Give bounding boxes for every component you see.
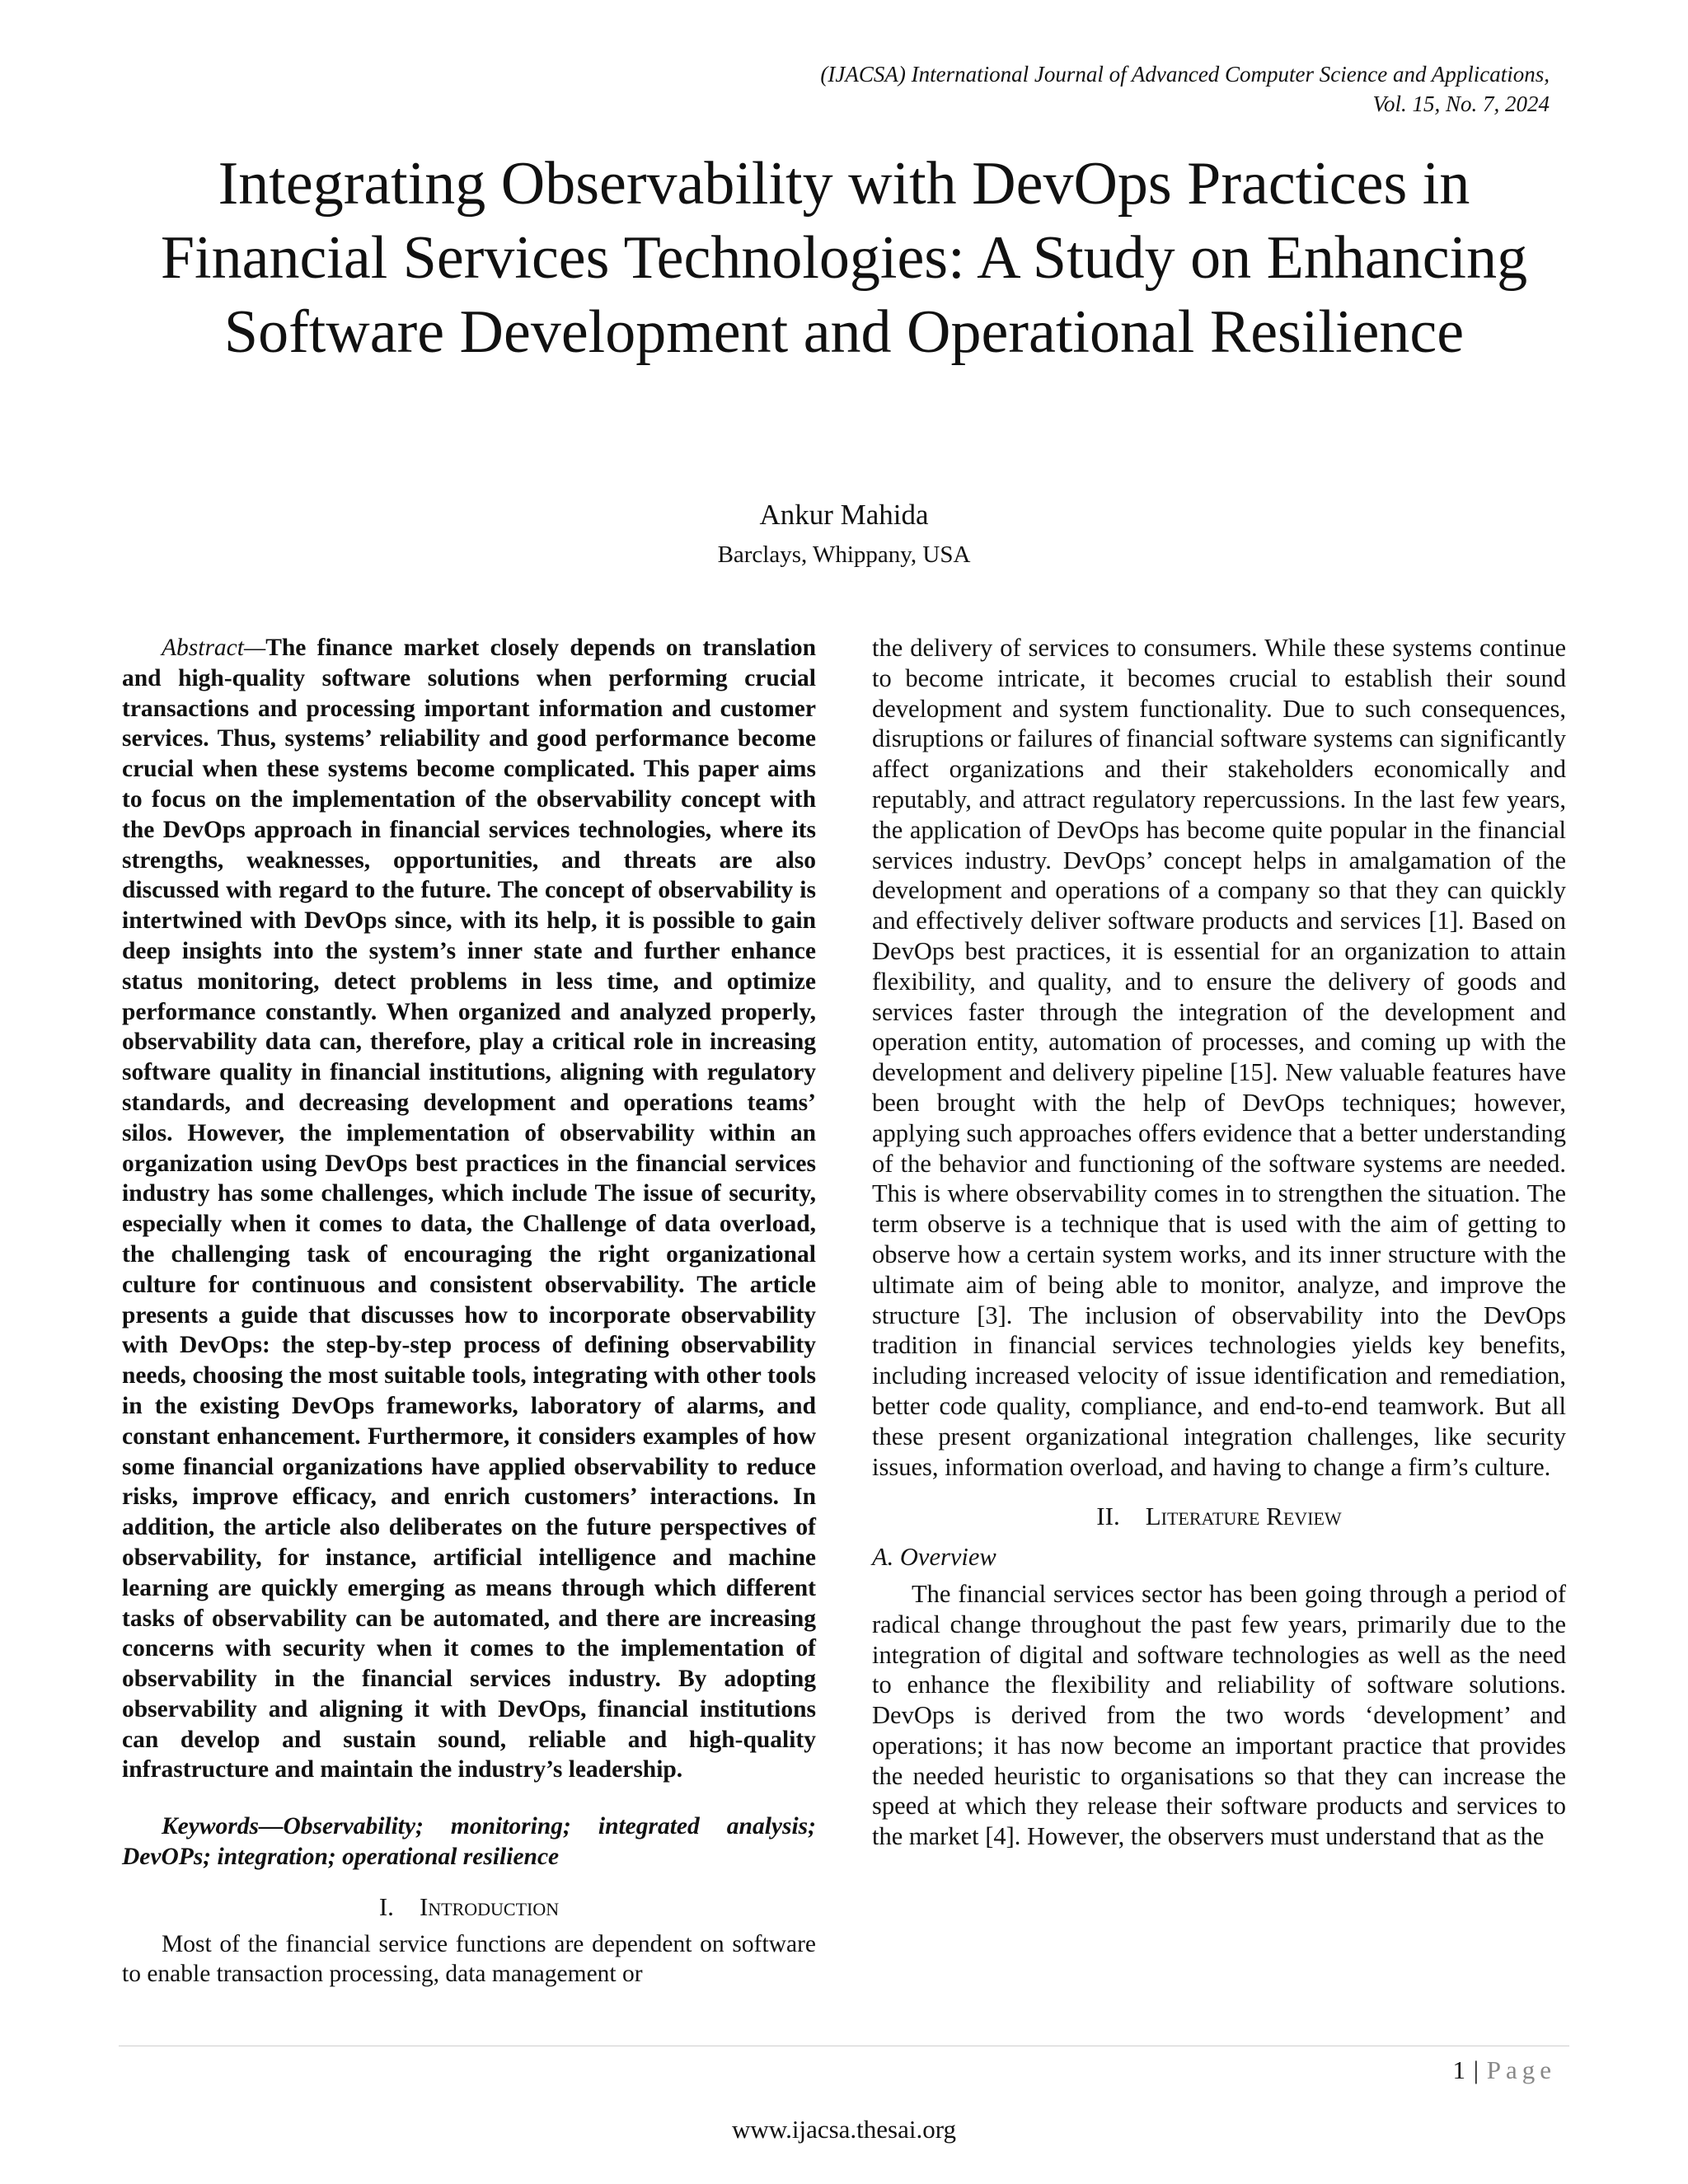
- right-column: [872, 633, 1566, 1852]
- journal-website: www.ijacsa.thesai.org: [731, 2115, 957, 2144]
- journal-header: [396, 59, 1550, 119]
- paper-title: Integrating Observability with DevOps Practices in Financial Services Technologies: A Study on Enhancing Software Development and Operational Resilience: [160, 150, 1528, 366]
- section-heading-literature-review: [872, 1502, 1566, 1532]
- page-number-value: 1: [1452, 2055, 1467, 2084]
- journal-name: (IJACSA) International Journal of Advanced Computer Science and Applications,: [820, 62, 1550, 87]
- page-number-separator: |: [1473, 2055, 1479, 2084]
- abstract-lead: Abstract—: [162, 635, 266, 661]
- section-title: Literature Review: [1145, 1502, 1342, 1531]
- page-number: [1453, 2055, 1556, 2085]
- journal-volume: Vol. 15, No. 7, 2024: [1372, 91, 1550, 116]
- section-heading-introduction: [122, 1892, 816, 1923]
- section-number: II.: [1096, 1502, 1120, 1531]
- section-number: I.: [378, 1891, 394, 1921]
- keywords: Keywords—Observability; monitoring; integrated analysis; DevOPs; integration; operational resilience: [122, 1813, 816, 1871]
- page-label: Page: [1486, 2055, 1556, 2084]
- author-affiliation: Barclays, Whippany, USA: [717, 541, 971, 568]
- section-title: Introduction: [419, 1891, 560, 1921]
- abstract: [122, 633, 816, 1785]
- abstract-body: The finance market closely depends on translation and high-quality software solutions when performing crucial transactions and processing important information and customer services. Thus, systems’ reliability and good performance become crucial when these systems become complicated. This paper aims to focus on the implementation of the observability concept with the DevOps approach in financial services technologies, where its strengths, weaknesses, opportunities, and threats are also discussed with regard to the future. The concept of observability is intertwined with DevOps since, with its help, it is possible to gain deep insights into the system’s inner state and further enhance status monitoring, detect problems in less time, and optimize performance constantly. When organized and analyzed properly, observability data can, therefore, play a critical role in increasing software quality in financial institutions, aligning with regulatory standards, and decreasing development and operations teams’ silos. However, the implementation of observability within an organization using DevOps best practices in the financial services industry has some challenges, which include The issue of security, especially when it comes to data, the Challenge of data overload, the challenging task of encouraging the right organizational culture for continuous and consistent observability. The article presents a guide that discusses how to incorporate observability with DevOps: the step-by-step process of defining observability needs, choosing the most suitable tools, integrating with other tools in the existing DevOps frameworks, laboratory of alarms, and constant enhancement. Furthermore, it considers examples of how some financial organizations have applied observability to reduce risks, improve efficacy, and enrich customers’ interactions. In addition, the article also deliberates on the future perspectives of observability, for instance, artificial intelligence and machine learning are quickly emerging as means through which different tasks of observability can be automated, and there are increasing concerns with security when it comes to the implementation of observability in the financial services industry. By adopting observability and aligning it with DevOps, financial institutions can develop and sustain sound, reliable and high-quality infrastructure and maintain the industry’s leadership.: [122, 635, 816, 1783]
- introduction-paragraph-start: Most of the financial service functions are dependent on software to enable transaction processing, data management or: [122, 1930, 816, 1988]
- subsection-heading-overview: A. Overview: [872, 1543, 996, 1572]
- introduction-paragraph-continued: the delivery of services to consumers. While these systems continue to become intricate, it becomes crucial to establish their sound development and system functionality. Due to such consequences, disruptions or failures of financial software systems can significantly affect organizations and their stakeholders economically and reputably, and attract regulatory repercussions. In the last few years, the application of DevOps has become quite popular in the financial services industry. DevOps’ concept helps in amalgamation of the development and operations of a company so that they can quickly and effectively deliver software products and services [1]. Based on DevOps best practices, it is essential for an organization to attain flexibility, and quality, and to ensure the delivery of goods and services faster through the integration of the development and operation entity, automation of processes, and coming up with the development and delivery pipeline [15]. New valuable features have been brought with the help of DevOps techniques; however, applying such approaches offers evidence that a better understanding of the behavior and functioning of the software systems are needed. This is where observability comes in to strengthen the situation. The term observe is a technique that is used with the aim of getting to observe how a certain system works, and its inner structure with the ultimate aim of being able to monitor, analyze, and improve the structure [3]. The inclusion of observability into the DevOps tradition in financial services technologies yields key benefits, including increased velocity of issue identification and remediation, better code quality, compliance, and end-to-end teamwork. But all these present organizational integration challenges, like security issues, information overload, and having to change a firm’s culture.: [872, 634, 1566, 1481]
- author-name: Ankur Mahida: [759, 499, 929, 531]
- left-column: [122, 633, 816, 1990]
- overview-paragraph: The financial services sector has been going through a period of radical change throughout the past few years, primarily due to the integration of digital and software technologies as well as the need to enhance the flexibility and reliability of software solutions. DevOps is derived from the two words ‘development’ and operations; it has now become an important practice that provides the needed heuristic to organisations so that they can increase the speed at which they release their software products and services to the market [4]. However, the observers must understand that as the: [872, 1579, 1566, 1851]
